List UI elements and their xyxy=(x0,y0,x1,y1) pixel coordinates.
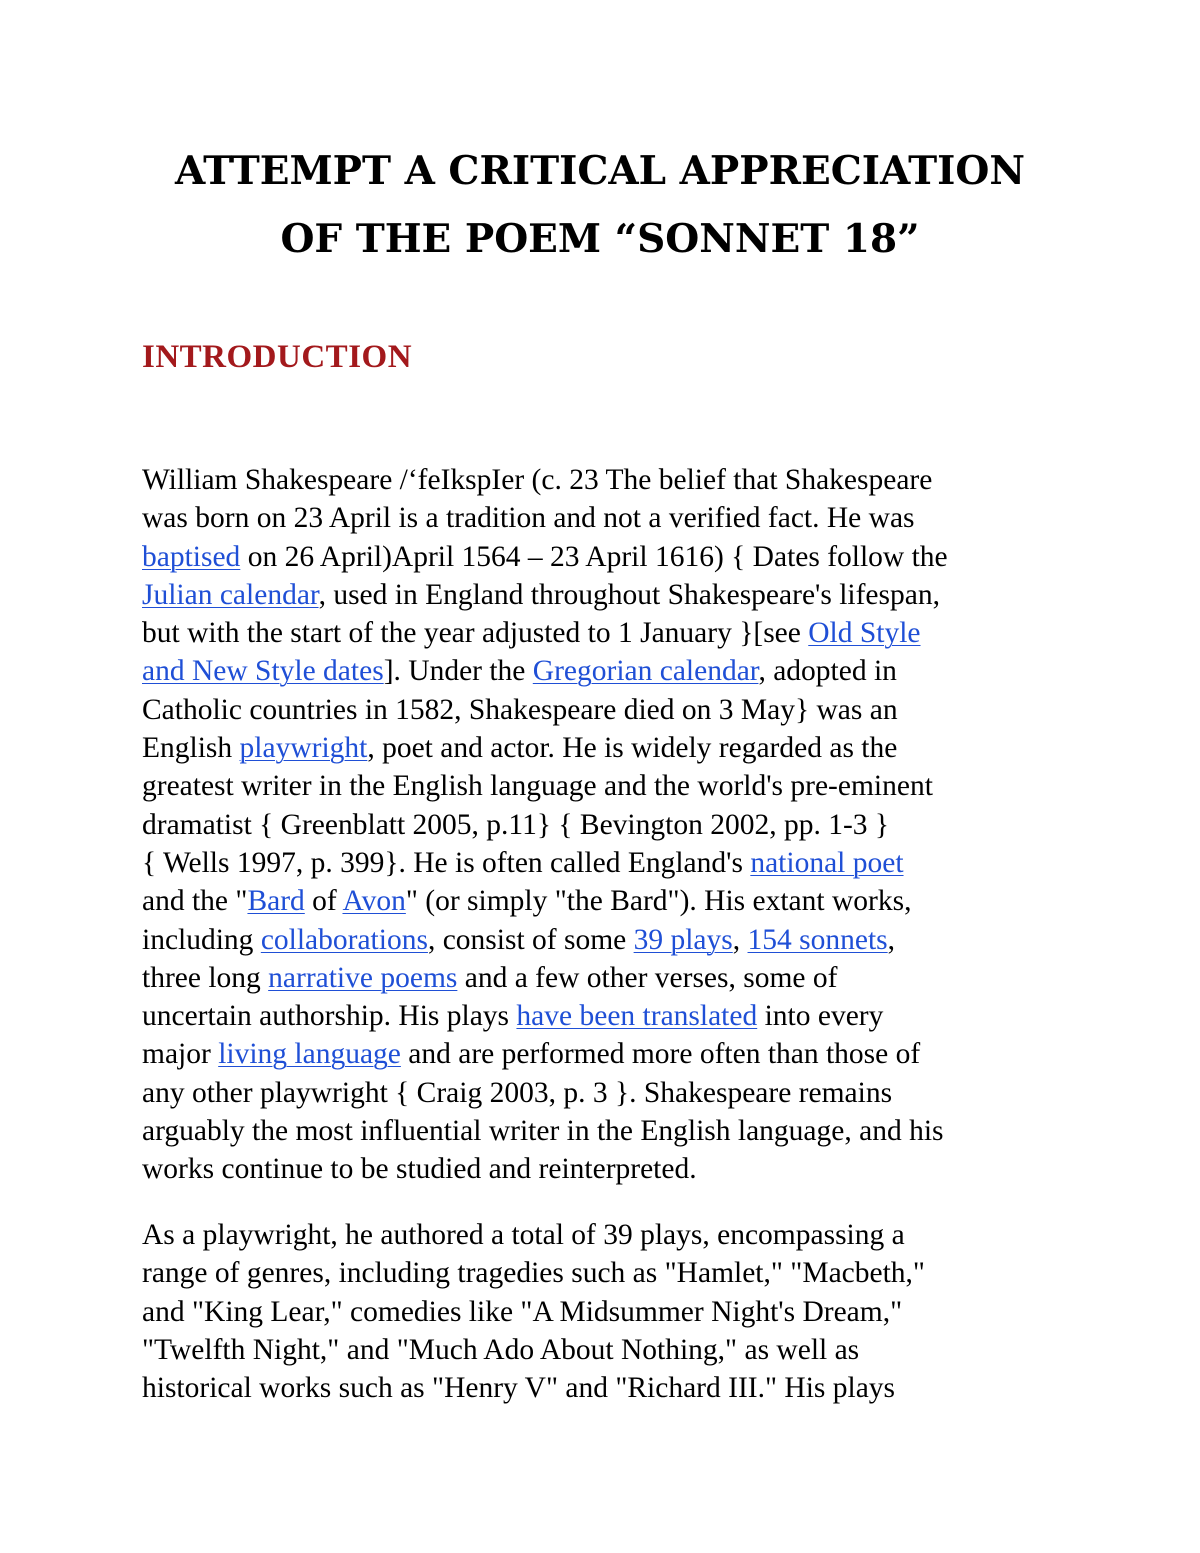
text-line xyxy=(142,1331,1082,1369)
text-line xyxy=(142,1369,1082,1407)
link-baptised[interactable]: baptised xyxy=(142,540,241,573)
introduction-paragraph xyxy=(142,461,1082,1189)
text-run: { Wells 1997, p. 399}. He is often called England's xyxy=(142,846,751,879)
text-run: and a few other verses, some of xyxy=(457,961,838,994)
link-gregorian-calendar[interactable]: Gregorian calendar xyxy=(532,655,759,688)
text-run: historical works such as "Henry V" and "Richard III." His plays xyxy=(142,1372,896,1405)
text-line xyxy=(142,921,1082,959)
text-run: "Twelfth Night," and "Much Ado About Nothing," as well as xyxy=(142,1333,860,1366)
document-title-line-2: OF THE POEM “SONNET 18” xyxy=(280,216,920,262)
text-run: range of genres, including tragedies such as "Hamlet," "Macbeth," xyxy=(142,1257,925,1290)
text-run: William Shakespeare /‘feIkspIer (c. 23 The belief that Shakespeare xyxy=(142,464,933,496)
section-heading-introduction: INTRODUCTION xyxy=(142,339,413,375)
document-title-line-1: ATTEMPT A CRITICAL APPRECIATION xyxy=(174,148,1026,194)
text-run: and "King Lear," comedies like "A Midsummer Night's Dream," xyxy=(142,1295,903,1328)
text-line xyxy=(142,1074,1082,1112)
text-run: and are performed more often than those of xyxy=(400,1038,921,1071)
text-run: three long xyxy=(142,961,269,994)
text-line xyxy=(142,997,1082,1035)
text-line xyxy=(142,1293,1082,1331)
text-line xyxy=(142,1112,1082,1150)
text-run: greatest writer in the English language and the world's pre-eminent xyxy=(142,770,933,803)
link-and-new-style-dates[interactable]: and New Style dates xyxy=(142,655,384,688)
text-run: dramatist { Greenblatt 2005, p.11} { Bevington 2002, pp. 1-3 } xyxy=(142,808,890,841)
text-run: including xyxy=(142,923,261,956)
text-run: Catholic countries in 1582, Shakespeare died on 3 May} was an xyxy=(142,693,898,726)
text-run: " (or simply "the Bard"). His extant works, xyxy=(405,885,912,918)
link-avon[interactable]: Avon xyxy=(342,885,406,918)
text-line xyxy=(142,1216,1082,1254)
text-line xyxy=(142,652,1082,690)
text-line xyxy=(142,844,1082,882)
text-run: into every xyxy=(757,1000,884,1033)
text-line xyxy=(142,461,1082,499)
text-run: but with the start of the year adjusted to 1 January }[see xyxy=(142,617,809,650)
text-line xyxy=(142,767,1082,805)
link-national-poet[interactable]: national poet xyxy=(750,846,904,879)
text-run: English xyxy=(142,732,240,765)
link-collaborations[interactable]: collaborations xyxy=(260,923,428,956)
link-julian-calendar[interactable]: Julian calendar xyxy=(142,578,319,611)
text-run: , consist of some xyxy=(427,923,634,956)
text-line xyxy=(142,1254,1082,1292)
text-run: and the " xyxy=(142,885,248,918)
text-run: works continue to be studied and reinterpreted. xyxy=(142,1153,697,1186)
link-154-sonnets[interactable]: 154 sonnets xyxy=(747,923,888,956)
text-line xyxy=(142,691,1082,729)
text-run: arguably the most influential writer in the English language, and his xyxy=(142,1115,944,1148)
text-run: of xyxy=(304,885,343,918)
text-run: major xyxy=(142,1038,219,1071)
text-run: uncertain authorship. His plays xyxy=(142,1000,517,1033)
text-run: , adopted in xyxy=(758,655,897,688)
text-run: , used in England throughout Shakespeare's lifespan, xyxy=(318,578,940,611)
text-run: As a playwright, he authored a total of 39 plays, encompassing a xyxy=(142,1219,905,1251)
text-line xyxy=(142,959,1082,997)
text-run: any other playwright { Craig 2003, p. 3 }. Shakespeare remains xyxy=(142,1076,893,1109)
text-line xyxy=(142,1035,1082,1073)
text-line xyxy=(142,499,1082,537)
text-line xyxy=(142,806,1082,844)
text-line xyxy=(142,1150,1082,1188)
link-bard[interactable]: Bard xyxy=(247,885,305,918)
link-living-language[interactable]: living language xyxy=(218,1038,401,1071)
text-line xyxy=(142,614,1082,652)
text-run: on 26 April)April 1564 – 23 April 1616) { Dates follow the xyxy=(240,540,948,573)
text-line xyxy=(142,576,1082,614)
text-run: was born on 23 April is a tradition and not a verified fact. He was xyxy=(142,502,915,535)
text-run: , xyxy=(887,923,896,956)
text-line xyxy=(142,882,1082,920)
text-line xyxy=(142,538,1082,576)
link-39-plays[interactable]: 39 plays xyxy=(633,923,733,956)
link-old-style[interactable]: Old Style xyxy=(808,617,921,650)
text-run: , xyxy=(732,923,748,956)
text-run: , poet and actor. He is widely regarded as the xyxy=(367,732,898,765)
playwright-paragraph xyxy=(142,1216,1082,1407)
link-have-been-translated[interactable]: have been translated xyxy=(516,1000,758,1033)
link-playwright[interactable]: playwright xyxy=(239,732,368,765)
text-line xyxy=(142,729,1082,767)
link-narrative-poems[interactable]: narrative poems xyxy=(268,961,458,994)
text-run: ]. Under the xyxy=(383,655,533,688)
